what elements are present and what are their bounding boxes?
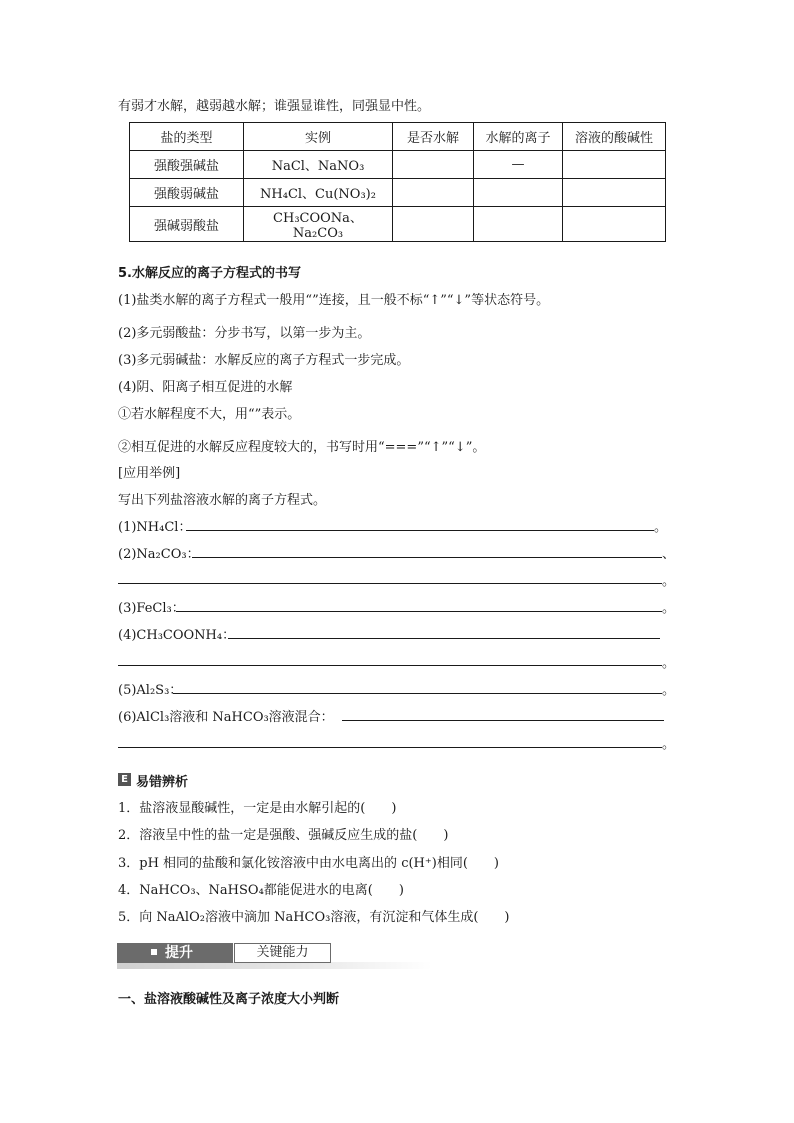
section5-p3: (3)多元弱碱盐：水解反应的离子方程式一步完成。 [118, 353, 410, 368]
salt-table [129, 122, 666, 242]
ion-cell [474, 179, 563, 207]
banner-underline [117, 962, 432, 969]
question-4: (4)CH₃COONH₄： [118, 628, 236, 643]
example-title: [应用举例] [118, 466, 181, 481]
p4a-text: ①若水解程度不大，用“ [118, 407, 255, 422]
square-bullet-icon [151, 949, 157, 955]
p1-text: (1)盐类水解的离子方程式一般用“ [118, 293, 313, 308]
p1-text-end: ”连接，且一般不标“↑”“↓”等状态符号。 [312, 293, 550, 308]
answer-line[interactable] [118, 747, 662, 748]
error-item-2: 2．溶液呈中性的盐一定是强酸、强碱反应生成的盐( ) [118, 828, 449, 843]
salt-type-cell: 强酸弱碱盐 [130, 179, 244, 207]
error-analysis-title: 易错辨析 [136, 775, 189, 790]
question-2: (2)Na₂CO₃： [118, 547, 200, 562]
table-row [130, 179, 666, 207]
question-3: (3)FeCl₃： [118, 601, 185, 616]
error-item-5: 5．向 NaAlO₂溶液中滴加 NaHCO₃溶液，有沉淀和气体生成( ) [118, 910, 510, 925]
end-mark: 。 [662, 574, 676, 589]
section5-p1 [118, 289, 549, 308]
end-mark: 。 [662, 601, 676, 616]
example-cell: NaCl、NaNO₃ [244, 151, 393, 179]
answer-line[interactable] [118, 665, 662, 666]
header-cell: 实例 [244, 123, 393, 151]
answer-line[interactable] [173, 693, 662, 694]
banner-dark-tab [117, 943, 233, 963]
end-mark: 。 [662, 683, 676, 698]
acidity-cell [563, 207, 666, 242]
banner-dark-label: 提升 [165, 945, 193, 961]
table-row [130, 151, 666, 179]
section5-title: 5.水解反应的离子方程式的书写 [118, 266, 301, 281]
question-5: (5)Al₂S₃： [118, 683, 183, 698]
header-cell: 水解的离子 [474, 123, 563, 151]
ion-cell [474, 207, 563, 242]
table-header-row [130, 123, 666, 151]
answer-line[interactable] [192, 557, 662, 558]
example-cell: CH₃COONa、Na₂CO₃ [244, 207, 393, 242]
header-cell: 溶液的酸碱性 [563, 123, 666, 151]
p4a-text-end: ”表示。 [254, 407, 301, 422]
header-cell: 是否水解 [393, 123, 474, 151]
section-banner [117, 942, 432, 969]
acidity-cell [563, 179, 666, 207]
error-item-1: 1．盐溶液显酸碱性，一定是由水解引起的( ) [118, 801, 397, 816]
answer-line[interactable] [176, 611, 662, 612]
question-1: (1)NH₄Cl： [118, 520, 192, 535]
salt-type-cell: 强碱弱酸盐 [130, 207, 244, 242]
intro-text: 有弱才水解，越弱越水解；谁强显谁性，同强显中性。 [118, 99, 431, 114]
end-mark: 。 [654, 520, 668, 535]
error-item-4: 4．NaHCO₃、NaHSO₄都能促进水的电离( ) [118, 883, 404, 898]
error-item-3: 3．pH 相同的盐酸和氯化铵溶液中由水电离出的 c(H⁺)相同( ) [118, 856, 499, 871]
error-analysis-icon: E [118, 773, 131, 786]
answer-line[interactable] [342, 720, 664, 721]
table-row [130, 207, 666, 242]
header-cell: 盐的类型 [130, 123, 244, 151]
answer-line[interactable] [186, 530, 654, 531]
example-cell: NH₄Cl、Cu(NO₃)₂ [244, 179, 393, 207]
banner-light-tab: 关键能力 [234, 943, 331, 963]
end-mark: 。 [662, 737, 676, 752]
section-one-heading: 一、盐溶液酸碱性及离子浓度大小判断 [118, 992, 340, 1007]
question-6: (6)AlCl₃溶液和 NaHCO₃溶液混合： [118, 710, 334, 725]
example-prompt: 写出下列盐溶液水解的离子方程式。 [118, 493, 327, 508]
salt-type-cell: 强酸强碱盐 [130, 151, 244, 179]
section5-p2: (2)多元弱酸盐：分步书写，以第一步为主。 [118, 326, 371, 341]
section5-p4: (4)阴、阳离子相互促进的水解 [118, 380, 293, 395]
answer-line[interactable] [228, 638, 660, 639]
section5-p4b: ②相互促进的水解反应程度较大的，书写时用“===”“↑”“↓”。 [118, 440, 486, 455]
separator-mark: 、 [662, 547, 676, 562]
hydrolyze-cell [393, 207, 474, 242]
hydrolyze-cell [393, 151, 474, 179]
ion-cell: — [474, 151, 563, 179]
acidity-cell [563, 151, 666, 179]
answer-line[interactable] [118, 583, 662, 584]
hydrolyze-cell [393, 179, 474, 207]
end-mark: 。 [662, 656, 676, 671]
section5-p4a [118, 403, 300, 422]
